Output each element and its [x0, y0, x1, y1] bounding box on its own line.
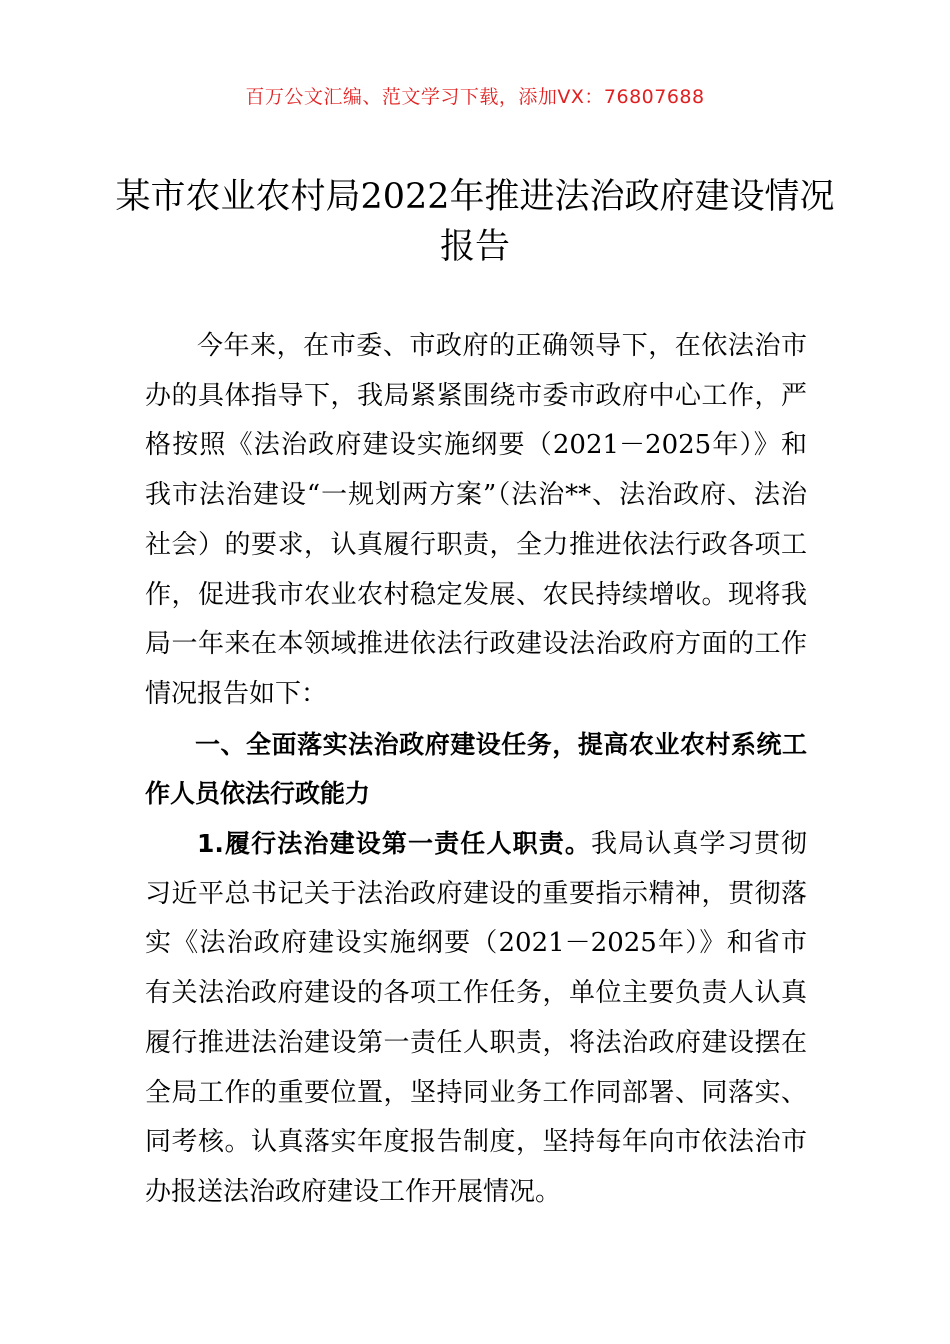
section-heading-1: 一、全面落实法治政府建设任务，提高农业农村系统工作人员依法行政能力 — [145, 729, 807, 809]
item-paragraph-1 — [145, 819, 807, 1218]
document-body — [145, 322, 807, 1218]
intro-paragraph: 今年来，在市委、市政府的正确领导下，在依法治市办的具体指导下，我局紧紧围绕市委市政府中心工作，严格按照《法治政府建设实施纲要（2021－2025年）》和我市法治建设“一规划两方案”（法治**、法治政府、法治社会）的要求，认真履行职责，全力推进依法行政各项工作，促进我市农业农村稳定发展、农民持续增收。现将我局一年来在本领域推进依法行政建设法治政府方面的工作情况报告如下： — [145, 331, 807, 709]
item-body-1: 我局认真学习贯彻习近平总书记关于法治政府建设的重要指示精神，贯彻落实《法治政府建设实施纲要（2021－2025年）》和省市有关法治政府建设的各项工作任务，单位主要负责人认真履行推进法治建设第一责任人职责，将法治政府建设摆在全局工作的重要位置，坚持同业务工作同部署、同落实、同考核。认真落实年度报告制度，坚持每年向市依法治市办报送法治政府建设工作开展情况。 — [145, 829, 807, 1207]
document-title: 某市农业农村局2022年推进法治政府建设情况报告 — [115, 177, 835, 267]
item-lead-1: 1.履行法治建设第一责任人职责。 — [197, 829, 591, 859]
watermark-banner: 百万公文汇编、范文学习下载，添加VX：76807688 — [245, 86, 705, 108]
